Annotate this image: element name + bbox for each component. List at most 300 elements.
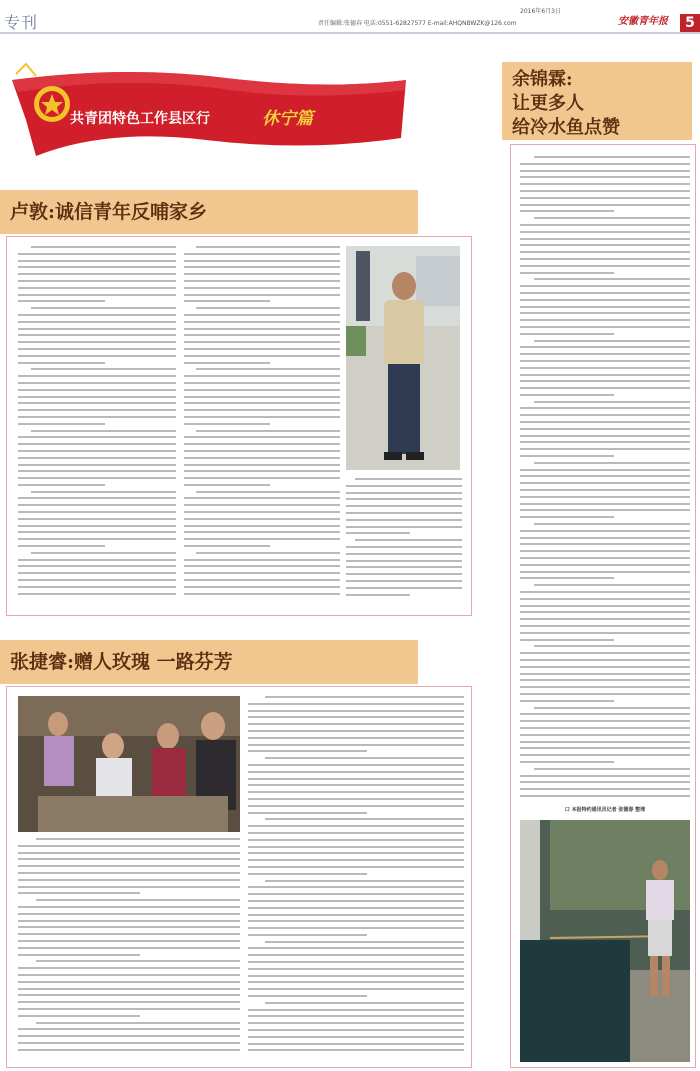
- text-line: [248, 764, 464, 766]
- text-line: [18, 988, 240, 990]
- text-line: [18, 334, 176, 336]
- text-line: [18, 497, 176, 499]
- text-line: [184, 389, 340, 391]
- text-line: [534, 462, 690, 464]
- text-line: [248, 710, 464, 712]
- text-line: [18, 872, 240, 874]
- text-line: [184, 450, 340, 452]
- text-line: [248, 723, 464, 725]
- text-line: [184, 593, 340, 595]
- text-line: [520, 272, 614, 274]
- article-body-lu-dun-col3: [346, 478, 462, 604]
- text-line: [520, 747, 690, 749]
- text-line: [18, 328, 176, 330]
- text-line: [520, 407, 690, 409]
- header-meta: 责任编辑:张德春 电话:0551-62827577 E-mail:AHQNBWZK@126.com: [318, 20, 517, 27]
- text-line: [18, 906, 240, 908]
- text-line: [248, 832, 464, 834]
- text-line: [520, 224, 690, 226]
- text-line: [184, 423, 270, 425]
- text-line: [248, 771, 464, 773]
- text-line: [520, 632, 690, 634]
- text-line: [18, 865, 240, 867]
- text-line: [520, 482, 690, 484]
- article-title-zhang-jierui: 张捷睿:赠人玫瑰 一路芬芳: [0, 640, 418, 684]
- text-line: [520, 659, 690, 661]
- text-line: [18, 531, 176, 533]
- text-line: [248, 846, 464, 848]
- text-line: [184, 260, 340, 262]
- photo-lu-dun: [346, 246, 460, 470]
- text-line: [18, 470, 176, 472]
- text-line: [248, 852, 464, 854]
- article-body-zhang-col1: [18, 838, 240, 1060]
- text-line: [248, 798, 464, 800]
- text-line: [18, 559, 176, 561]
- text-line: [184, 572, 340, 574]
- text-line: [184, 341, 340, 343]
- text-line: [18, 504, 176, 506]
- text-line: [265, 757, 464, 759]
- text-line: [346, 519, 462, 521]
- text-line: [520, 475, 690, 477]
- text-line: [31, 491, 176, 493]
- text-line: [248, 886, 464, 888]
- text-line: [18, 300, 105, 302]
- text-line: [18, 416, 176, 418]
- text-line: [265, 1002, 464, 1004]
- text-line: [18, 518, 176, 520]
- text-line: [184, 436, 340, 438]
- text-line: [520, 564, 690, 566]
- text-line: [184, 511, 340, 513]
- masthead-logo: 安徽青年报: [606, 14, 680, 30]
- text-line: [18, 260, 176, 262]
- text-line: [520, 299, 690, 301]
- text-line: [18, 321, 176, 323]
- text-line: [184, 579, 340, 581]
- page-header: [0, 0, 700, 40]
- text-line: [184, 355, 340, 357]
- text-line: [18, 443, 176, 445]
- text-line: [520, 700, 614, 702]
- text-line: [196, 368, 340, 370]
- text-line: [31, 552, 176, 554]
- text-line: [196, 430, 340, 432]
- text-line: [534, 156, 690, 158]
- photo-yu-jinlin: [520, 820, 690, 1062]
- text-line: [248, 975, 464, 977]
- text-line: [248, 703, 464, 705]
- text-line: [265, 818, 464, 820]
- text-line: [520, 353, 690, 355]
- text-line: [520, 571, 690, 573]
- text-line: [520, 550, 690, 552]
- text-line: [248, 744, 464, 746]
- text-line: [520, 312, 690, 314]
- text-line: [184, 518, 340, 520]
- text-line: [534, 768, 690, 770]
- text-line: [520, 292, 690, 294]
- text-line: [520, 204, 690, 206]
- text-line: [248, 900, 464, 902]
- text-line: [18, 845, 240, 847]
- text-line: [248, 839, 464, 841]
- text-line: [520, 285, 690, 287]
- text-line: [346, 573, 462, 575]
- text-line: [31, 430, 176, 432]
- text-line: [520, 428, 690, 430]
- text-line: [36, 838, 240, 840]
- text-line: [248, 1022, 464, 1024]
- text-line: [184, 497, 340, 499]
- text-line: [520, 795, 690, 797]
- text-line: [520, 577, 614, 579]
- text-line: [520, 210, 614, 212]
- text-line: [248, 784, 464, 786]
- text-line: [248, 947, 464, 949]
- text-line: [355, 478, 462, 480]
- text-line: [248, 1049, 464, 1051]
- text-line: [248, 1043, 464, 1045]
- text-line: [248, 907, 464, 909]
- text-line: [18, 253, 176, 255]
- text-line: [196, 491, 340, 493]
- text-line: [184, 559, 340, 561]
- text-line: [520, 435, 690, 437]
- text-line: [520, 163, 690, 165]
- text-line: [520, 543, 690, 545]
- text-line: [36, 1022, 240, 1024]
- text-line: [520, 503, 690, 505]
- text-line: [184, 416, 340, 418]
- text-line: [520, 367, 690, 369]
- text-line: [184, 484, 270, 486]
- text-line: [196, 246, 340, 248]
- text-line: [184, 348, 340, 350]
- banner-subtitle: 休宁篇: [262, 109, 313, 129]
- text-line: [18, 423, 105, 425]
- text-line: [520, 618, 690, 620]
- text-line: [520, 639, 614, 641]
- text-line: [18, 913, 240, 915]
- text-line: [31, 307, 176, 309]
- text-line: [248, 805, 464, 807]
- text-line: [520, 666, 690, 668]
- text-line: [248, 859, 464, 861]
- text-line: [18, 436, 176, 438]
- text-line: [520, 713, 690, 715]
- text-line: [18, 892, 140, 894]
- text-line: [248, 961, 464, 963]
- text-line: [18, 1008, 240, 1010]
- text-line: [18, 389, 176, 391]
- section-label: 专刊: [4, 13, 39, 32]
- text-line: [184, 375, 340, 377]
- text-line: [520, 605, 690, 607]
- text-line: [520, 421, 690, 423]
- text-line: [248, 1009, 464, 1011]
- text-line: [520, 346, 690, 348]
- text-line: [184, 525, 340, 527]
- text-line: [520, 788, 690, 790]
- text-line: [184, 300, 270, 302]
- text-line: [534, 584, 690, 586]
- text-line: [248, 914, 464, 916]
- text-line: [18, 402, 176, 404]
- text-line: [18, 545, 105, 547]
- text-line: [18, 382, 176, 384]
- text-line: [346, 492, 462, 494]
- text-line: [520, 326, 690, 328]
- text-line: [248, 988, 464, 990]
- text-line: [248, 954, 464, 956]
- text-line: [18, 940, 240, 942]
- text-line: [184, 362, 270, 364]
- text-line: [534, 278, 690, 280]
- text-line: [18, 525, 176, 527]
- text-line: [520, 754, 690, 756]
- text-line: [520, 489, 690, 491]
- text-line: [18, 1042, 240, 1044]
- text-line: [18, 852, 240, 854]
- text-line: [248, 750, 367, 752]
- text-line: [248, 791, 464, 793]
- text-line: [265, 696, 464, 698]
- text-line: [265, 941, 464, 943]
- text-line: [520, 625, 690, 627]
- text-line: [18, 375, 176, 377]
- text-line: [534, 707, 690, 709]
- text-line: [36, 899, 240, 901]
- text-line: [520, 781, 690, 783]
- text-line: [520, 455, 614, 457]
- text-line: [520, 516, 614, 518]
- text-line: [18, 396, 176, 398]
- text-line: [184, 477, 340, 479]
- text-line: [184, 328, 340, 330]
- text-line: [184, 287, 340, 289]
- text-line: [346, 546, 462, 548]
- text-line: [36, 960, 240, 962]
- text-line: [18, 348, 176, 350]
- text-line: [184, 565, 340, 567]
- text-line: [18, 1035, 240, 1037]
- text-line: [18, 967, 240, 969]
- text-line: [184, 443, 340, 445]
- text-line: [520, 611, 690, 613]
- text-line: [346, 512, 462, 514]
- text-line: [248, 920, 464, 922]
- text-line: [520, 509, 690, 511]
- text-line: [18, 981, 240, 983]
- text-line: [520, 265, 690, 267]
- article-body-lu-dun-col2: [184, 246, 340, 604]
- text-line: [18, 266, 176, 268]
- text-line: [31, 246, 176, 248]
- text-line: [18, 362, 105, 364]
- text-line: [18, 294, 176, 296]
- text-line: [18, 920, 240, 922]
- text-line: [520, 380, 690, 382]
- text-line: [346, 594, 410, 596]
- text-line: [184, 294, 340, 296]
- text-line: [520, 448, 690, 450]
- text-line: [18, 1015, 140, 1017]
- text-line: [248, 934, 367, 936]
- text-line: [534, 217, 690, 219]
- text-line: [18, 579, 176, 581]
- text-line: [346, 526, 462, 528]
- text-line: [18, 477, 176, 479]
- text-line: [184, 334, 340, 336]
- text-line: [18, 947, 240, 949]
- text-line: [18, 593, 176, 595]
- text-line: [248, 737, 464, 739]
- text-line: [248, 1015, 464, 1017]
- text-line: [18, 572, 176, 574]
- text-line: [248, 1036, 464, 1038]
- text-line: [520, 496, 690, 498]
- text-line: [534, 401, 690, 403]
- text-line: [248, 778, 464, 780]
- text-line: [18, 954, 140, 956]
- article-body-lu-dun-col1: [18, 246, 176, 604]
- text-line: [184, 382, 340, 384]
- text-line: [18, 926, 240, 928]
- text-line: [534, 340, 690, 342]
- text-line: [184, 457, 340, 459]
- text-line: [520, 598, 690, 600]
- text-line: [520, 720, 690, 722]
- article-title-yu-jinlin-text: 余锦霖: 让更多人 给冷水鱼点赞: [512, 69, 620, 138]
- text-line: [18, 858, 240, 860]
- text-line: [520, 686, 690, 688]
- text-line: [520, 238, 690, 240]
- text-line: [18, 511, 176, 513]
- text-line: [184, 538, 340, 540]
- text-line: [520, 414, 690, 416]
- text-line: [520, 469, 690, 471]
- text-line: [18, 974, 240, 976]
- text-line: [184, 531, 340, 533]
- text-line: [248, 1029, 464, 1031]
- text-line: [248, 716, 464, 718]
- banner-title: 共青团特色工作县区行: [70, 111, 210, 127]
- text-line: [248, 730, 464, 732]
- text-line: [18, 1049, 240, 1051]
- text-line: [520, 761, 614, 763]
- text-line: [520, 306, 690, 308]
- text-line: [18, 1001, 240, 1003]
- text-line: [346, 498, 462, 500]
- article-body-zhang-col2: [248, 696, 464, 1060]
- text-line: [346, 560, 462, 562]
- text-line: [520, 387, 690, 389]
- text-line: [520, 231, 690, 233]
- text-line: [18, 484, 105, 486]
- text-line: [520, 557, 690, 559]
- text-line: [346, 485, 462, 487]
- text-line: [196, 307, 340, 309]
- text-line: [520, 679, 690, 681]
- text-line: [184, 409, 340, 411]
- text-line: [520, 360, 690, 362]
- text-line: [520, 170, 690, 172]
- text-line: [18, 933, 240, 935]
- text-line: [184, 280, 340, 282]
- text-line: [18, 565, 176, 567]
- text-line: [520, 319, 690, 321]
- text-line: [184, 321, 340, 323]
- text-line: [196, 552, 340, 554]
- text-line: [520, 734, 690, 736]
- text-line: [18, 280, 176, 282]
- text-line: [18, 287, 176, 289]
- issue-date: 2016年6月3日: [520, 8, 561, 15]
- text-line: [18, 341, 176, 343]
- text-line: [520, 394, 614, 396]
- text-line: [18, 538, 176, 540]
- text-line: [184, 470, 340, 472]
- text-line: [184, 314, 340, 316]
- text-line: [520, 183, 690, 185]
- article-title-yu-jinlin: [502, 62, 692, 140]
- text-line: [534, 645, 690, 647]
- text-line: [520, 333, 614, 335]
- text-line: [520, 727, 690, 729]
- text-line: [184, 586, 340, 588]
- text-line: [18, 450, 176, 452]
- text-line: [184, 253, 340, 255]
- text-line: [18, 879, 240, 881]
- text-line: [520, 693, 690, 695]
- text-line: [520, 251, 690, 253]
- article-title-lu-dun: 卢敦:诚信青年反哺家乡: [0, 190, 418, 234]
- text-line: [520, 652, 690, 654]
- text-line: [520, 374, 690, 376]
- text-line: [248, 968, 464, 970]
- text-line: [265, 880, 464, 882]
- text-line: [248, 873, 367, 875]
- text-line: [346, 580, 462, 582]
- text-line: [520, 591, 690, 593]
- text-line: [248, 866, 464, 868]
- text-line: [18, 586, 176, 588]
- text-line: [184, 273, 340, 275]
- text-line: [520, 190, 690, 192]
- text-line: [520, 258, 690, 260]
- text-line: [520, 441, 690, 443]
- text-line: [18, 994, 240, 996]
- text-line: [520, 775, 690, 777]
- text-line: [184, 545, 270, 547]
- photo-zhang-jierui: [18, 696, 240, 832]
- text-line: [18, 355, 176, 357]
- text-line: [248, 825, 464, 827]
- article-body-yu-col: [520, 156, 690, 802]
- text-line: [184, 396, 340, 398]
- text-line: [520, 537, 690, 539]
- page-number: 5: [680, 14, 700, 32]
- text-line: [184, 504, 340, 506]
- text-line: [248, 812, 367, 814]
- text-line: [18, 273, 176, 275]
- text-line: [520, 197, 690, 199]
- text-line: [18, 886, 240, 888]
- text-line: [248, 893, 464, 895]
- text-line: [31, 368, 176, 370]
